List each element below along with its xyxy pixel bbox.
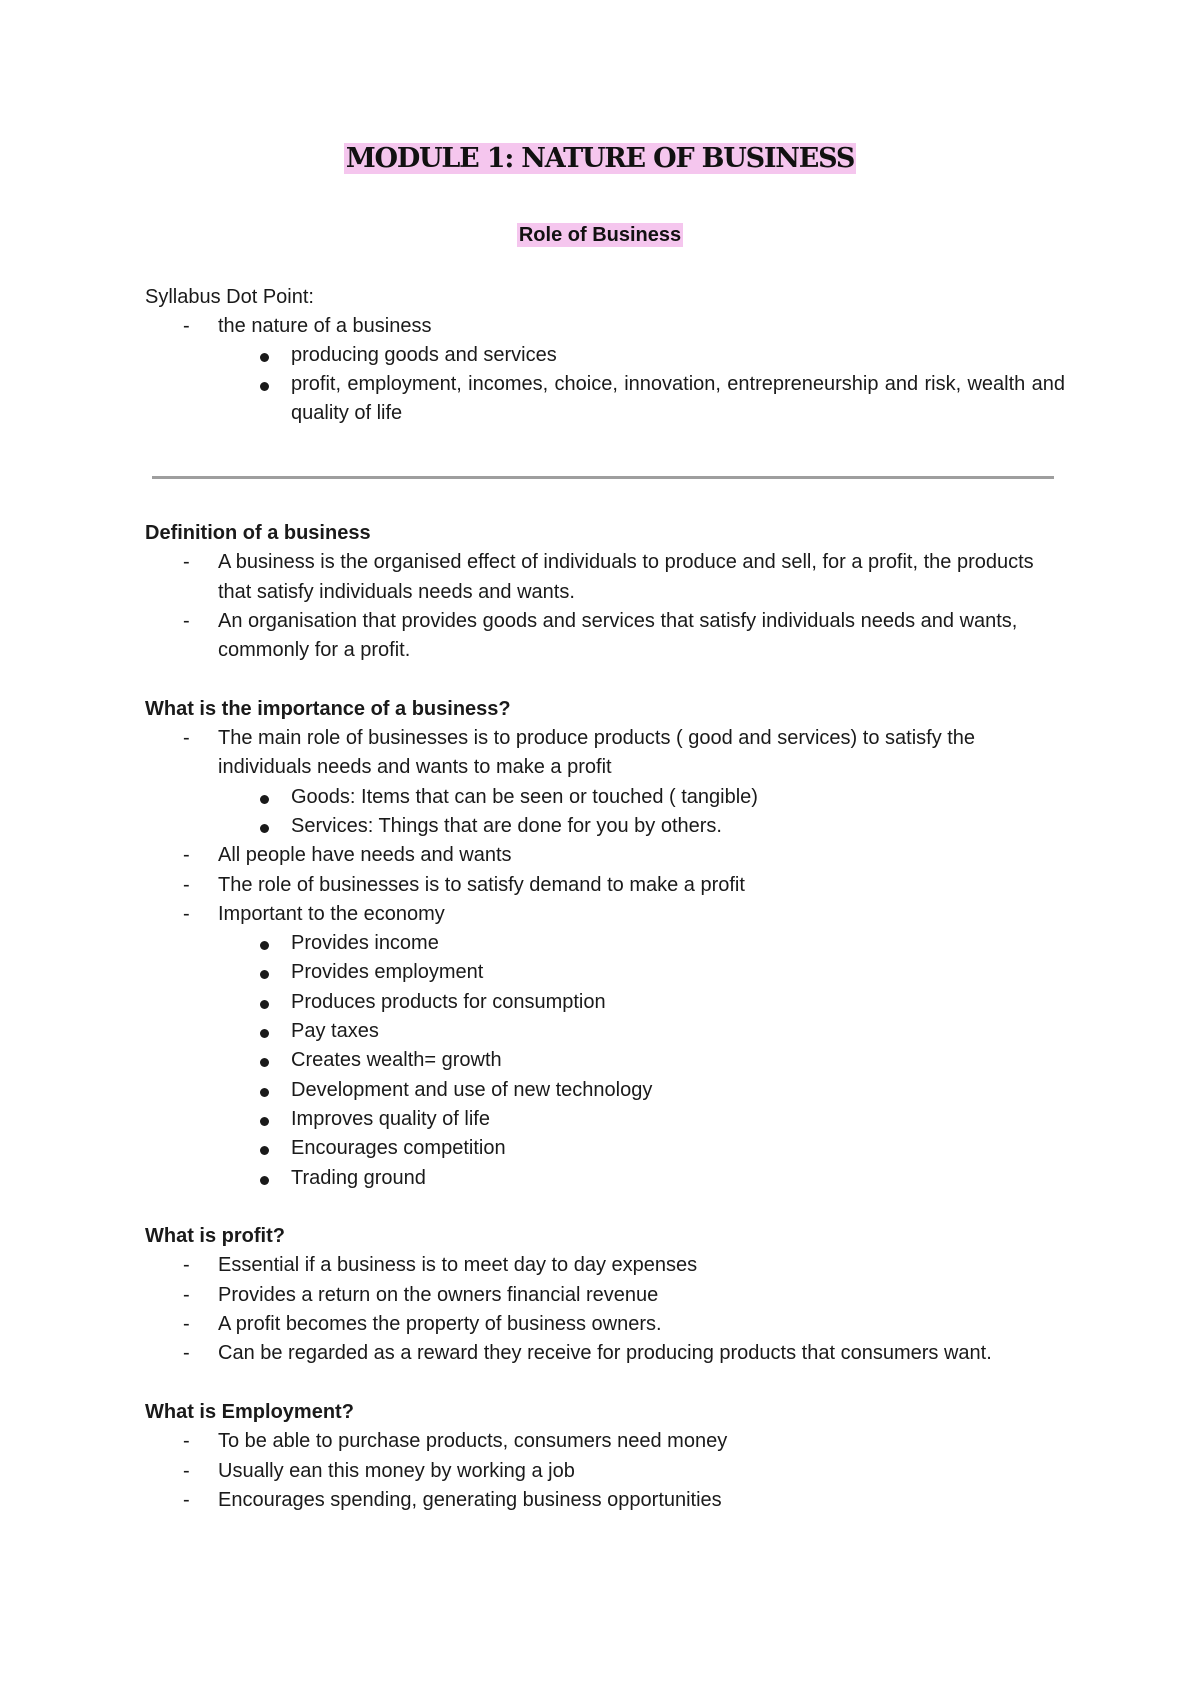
- sub-list-item-text: Pay taxes: [291, 1020, 379, 1043]
- bullet-dot-icon: [260, 1029, 269, 1038]
- sub-list-item-text: Provides employment: [291, 961, 484, 984]
- bullet-dot-icon: [260, 1176, 269, 1185]
- sub-list-item-text: Improves quality of life: [291, 1107, 490, 1130]
- list-item: [145, 900, 1065, 929]
- dash-bullet: -: [183, 551, 190, 574]
- sub-list-item: [145, 1164, 1065, 1193]
- list-item-text: All people have needs and wants: [218, 844, 512, 867]
- list-item: [145, 871, 1065, 900]
- sub-list-item: [145, 988, 1065, 1017]
- list-item: [145, 1339, 1065, 1368]
- notes-content: [145, 519, 1065, 1544]
- sub-list-item: [145, 929, 1065, 958]
- list-item: [145, 1251, 1065, 1280]
- dash-bullet: -: [183, 315, 190, 337]
- notes-section: [145, 1222, 1065, 1368]
- dash-bullet: -: [183, 1459, 190, 1482]
- sub-list-item-text: Goods: Items that can be seen or touched ( tangible): [291, 785, 758, 808]
- notes-section: [145, 519, 1065, 665]
- dash-bullet: -: [183, 873, 190, 896]
- sub-list-item-text: Creates wealth= growth: [291, 1049, 502, 1072]
- list-item-text: An organisation that provides goods and services that satisfy individuals needs and wants, commonly for a profit.: [218, 609, 1018, 662]
- list-item-text: The main role of businesses is to produce products ( good and services) to satisfy the individuals needs and wants to make a profit: [218, 727, 976, 779]
- list-item: [145, 1457, 1065, 1486]
- dash-bullet: -: [183, 609, 190, 632]
- dash-bullet: -: [183, 727, 190, 750]
- bullet-dot-icon: [260, 795, 269, 804]
- dash-bullet: -: [183, 1430, 190, 1453]
- dash-bullet: -: [183, 1313, 190, 1336]
- sub-list-item: [145, 1017, 1065, 1046]
- sub-list-item: [145, 370, 1065, 428]
- sub-list-item: [145, 1046, 1065, 1075]
- section-heading: What is the importance of a business?: [145, 697, 511, 720]
- sub-list-item: [145, 1105, 1065, 1134]
- list-item-text: the nature of a business: [218, 315, 432, 337]
- horizontal-divider: [152, 476, 1054, 479]
- module-title-wrap: [0, 143, 1200, 174]
- list-item-text: To be able to purchase products, consumers need money: [218, 1430, 728, 1453]
- list-item-text: Essential if a business is to meet day to day expenses: [218, 1254, 698, 1277]
- list-item-text: Encourages spending, generating business opportunities: [218, 1488, 722, 1511]
- sub-list-item: [145, 812, 1065, 841]
- bullet-dot-icon: [260, 382, 269, 391]
- list-item-text: Can be regarded as a reward they receive for producing products that consumers want.: [218, 1342, 992, 1365]
- list-item-text: Important to the economy: [218, 902, 445, 925]
- sub-list-item: [145, 783, 1065, 812]
- syllabus-label: Syllabus Dot Point:: [145, 286, 314, 308]
- list-item: [145, 1310, 1065, 1339]
- bullet-dot-icon: [260, 1000, 269, 1009]
- sub-list-item-text: Services: Things that are done for you by others.: [291, 814, 722, 837]
- bullet-dot-icon: [260, 353, 269, 362]
- list-item-text: A business is the organised effect of individuals to produce and sell, for a profit, the products that satisfy individuals needs and wants.: [218, 551, 1034, 603]
- list-item: [145, 724, 1065, 783]
- notes-section: [145, 695, 1065, 1193]
- sub-list-item: [145, 1134, 1065, 1163]
- section-heading: What is profit?: [145, 1225, 285, 1248]
- bullet-dot-icon: [260, 941, 269, 950]
- sub-list-item-text: Produces products for consumption: [291, 990, 606, 1013]
- notes-section: [145, 1398, 1065, 1515]
- dash-bullet: -: [183, 844, 190, 867]
- list-item: [145, 1281, 1065, 1310]
- dash-bullet: -: [183, 1488, 190, 1511]
- section-title-wrap: [0, 224, 1200, 247]
- list-item: [145, 841, 1065, 870]
- bullet-dot-icon: [260, 824, 269, 833]
- dash-bullet: -: [183, 1283, 190, 1306]
- list-item-text: Usually ean this money by working a job: [218, 1459, 575, 1482]
- module-title: MODULE 1: NATURE OF BUSINESS: [345, 143, 855, 174]
- sub-list-item-text: producing goods and services: [291, 344, 557, 366]
- list-item: [145, 1427, 1065, 1456]
- bullet-dot-icon: [260, 1058, 269, 1067]
- bullet-dot-icon: [260, 970, 269, 979]
- sub-list-item-text: Provides income: [291, 932, 439, 955]
- section-title: Role of Business: [518, 224, 682, 246]
- list-item-text: Provides a return on the owners financial revenue: [218, 1283, 659, 1306]
- bullet-dot-icon: [260, 1088, 269, 1097]
- syllabus-block: [145, 283, 1065, 428]
- section-heading: What is Employment?: [145, 1400, 354, 1423]
- section-heading: Definition of a business: [145, 522, 371, 544]
- bullet-dot-icon: [260, 1117, 269, 1126]
- list-item: [145, 548, 1065, 607]
- sub-list-item: [145, 1076, 1065, 1105]
- dash-bullet: -: [183, 902, 190, 925]
- list-item: [145, 607, 1065, 666]
- sub-list-item-text: Development and use of new technology: [291, 1078, 653, 1101]
- list-item: [145, 1486, 1065, 1515]
- list-item: [145, 312, 1065, 341]
- sub-list-item: [145, 958, 1065, 987]
- syllabus-list: [145, 312, 1065, 428]
- list-item-text: A profit becomes the property of business owners.: [218, 1313, 662, 1336]
- dash-bullet: -: [183, 1342, 190, 1365]
- sub-list-item-text: Encourages competition: [291, 1137, 506, 1160]
- sub-list-item-text: profit, employment, incomes, choice, innovation, entrepreneurship and risk, wealth and quality of life: [291, 373, 1065, 424]
- sub-list-item: [145, 341, 1065, 370]
- list-item-text: The role of businesses is to satisfy demand to make a profit: [218, 873, 745, 896]
- bullet-dot-icon: [260, 1146, 269, 1155]
- dash-bullet: -: [183, 1254, 190, 1277]
- sub-list-item-text: Trading ground: [291, 1166, 426, 1189]
